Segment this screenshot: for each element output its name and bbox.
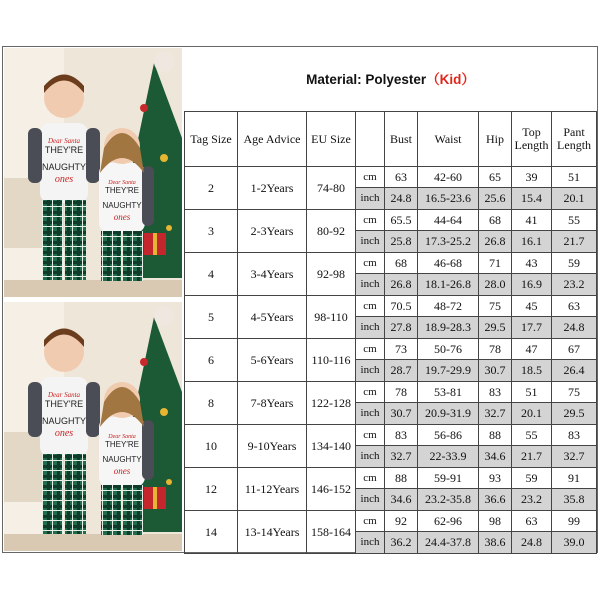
svg-text:THEY'RE: THEY'RE: [44, 399, 84, 409]
bust-cell: 73: [385, 339, 418, 360]
waist-cell: 17.3-25.2: [418, 231, 479, 253]
bust-cell: 70.5: [385, 296, 418, 317]
hip-cell: 28.0: [479, 274, 512, 296]
waist-cell: 24.4-37.8: [418, 532, 479, 554]
eu-size-cell: 146-152: [307, 468, 356, 511]
waist-cell: 50-76: [418, 339, 479, 360]
hip-cell: 68: [479, 210, 512, 231]
product-photo-2: [4, 302, 182, 551]
unit-inch-label: inch: [356, 188, 385, 210]
hip-cell: 78: [479, 339, 512, 360]
svg-text:Dear Santa: Dear Santa: [47, 391, 81, 399]
bust-cell: 78: [385, 382, 418, 403]
pant-length-cell: 67: [552, 339, 597, 360]
age-advice-cell: 11-12Years: [238, 468, 307, 511]
pant-length-cell: 26.4: [552, 360, 597, 382]
top-length-cell: 63: [512, 511, 552, 532]
bust-cell: 26.8: [385, 274, 418, 296]
hip-cell: 26.8: [479, 231, 512, 253]
pant-length-cell: 32.7: [552, 446, 597, 468]
tag-size-cell: 14: [185, 511, 238, 554]
tag-size-cell: 4: [185, 253, 238, 296]
svg-text:NAUGHTY: NAUGHTY: [102, 201, 142, 210]
unit-inch-label: inch: [356, 231, 385, 253]
unit-cm-label: cm: [356, 253, 385, 274]
waist-cell: 62-96: [418, 511, 479, 532]
waist-cell: 44-64: [418, 210, 479, 231]
waist-cell: 23.2-35.8: [418, 489, 479, 511]
size-table-container: [184, 48, 596, 551]
header-top-length: Top Length: [512, 112, 552, 167]
eu-size-cell: 158-164: [307, 511, 356, 554]
top-length-cell: 59: [512, 468, 552, 489]
svg-text:ones: ones: [54, 428, 74, 439]
hip-cell: 36.6: [479, 489, 512, 511]
header-pant-length: Pant Length: [552, 112, 597, 167]
hip-cell: 38.6: [479, 532, 512, 554]
unit-cm-label: cm: [356, 511, 385, 532]
bust-cell: 32.7: [385, 446, 418, 468]
unit-inch-label: inch: [356, 489, 385, 511]
waist-cell: 42-60: [418, 167, 479, 188]
waist-cell: 20.9-31.9: [418, 403, 479, 425]
waist-cell: 19.7-29.9: [418, 360, 479, 382]
unit-cm-label: cm: [356, 167, 385, 188]
svg-text:Dear Santa: Dear Santa: [108, 434, 136, 440]
size-table: [184, 48, 597, 554]
size-row-cm: [185, 468, 597, 489]
bust-cell: 83: [385, 425, 418, 446]
top-length-cell: 24.8: [512, 532, 552, 554]
size-row-cm: [185, 253, 597, 274]
waist-cell: 59-91: [418, 468, 479, 489]
bust-cell: 24.8: [385, 188, 418, 210]
age-advice-cell: 1-2Years: [238, 167, 307, 210]
header-unit: [356, 112, 385, 167]
unit-inch-label: inch: [356, 446, 385, 468]
waist-cell: 46-68: [418, 253, 479, 274]
tag-size-cell: 10: [185, 425, 238, 468]
age-advice-cell: 2-3Years: [238, 210, 307, 253]
bust-cell: 30.7: [385, 403, 418, 425]
product-photos: [4, 48, 182, 551]
size-row-cm: [185, 511, 597, 532]
bust-cell: 88: [385, 468, 418, 489]
hip-cell: 88: [479, 425, 512, 446]
top-length-cell: 51: [512, 382, 552, 403]
pant-length-cell: 75: [552, 382, 597, 403]
hip-cell: 25.6: [479, 188, 512, 210]
svg-text:ones: ones: [113, 466, 131, 476]
tag-size-cell: 12: [185, 468, 238, 511]
bust-cell: 34.6: [385, 489, 418, 511]
bust-cell: 27.8: [385, 317, 418, 339]
waist-cell: 18.1-26.8: [418, 274, 479, 296]
tag-size-cell: 5: [185, 296, 238, 339]
size-row-cm: [185, 425, 597, 446]
svg-text:ones: ones: [54, 174, 74, 185]
top-length-cell: 45: [512, 296, 552, 317]
svg-text:ones: ones: [113, 212, 131, 222]
svg-text:THEY'RE: THEY'RE: [105, 186, 139, 195]
hip-cell: 29.5: [479, 317, 512, 339]
unit-cm-label: cm: [356, 339, 385, 360]
unit-cm-label: cm: [356, 210, 385, 231]
pant-length-cell: 55: [552, 210, 597, 231]
pant-length-cell: 35.8: [552, 489, 597, 511]
hip-cell: 30.7: [479, 360, 512, 382]
waist-cell: 16.5-23.6: [418, 188, 479, 210]
size-row-cm: [185, 210, 597, 231]
product-photo-1: [4, 48, 182, 297]
hip-cell: 83: [479, 382, 512, 403]
age-advice-cell: 5-6Years: [238, 339, 307, 382]
unit-inch-label: inch: [356, 317, 385, 339]
eu-size-cell: 110-116: [307, 339, 356, 382]
tag-size-cell: 3: [185, 210, 238, 253]
pant-length-cell: 51: [552, 167, 597, 188]
unit-inch-label: inch: [356, 274, 385, 296]
top-length-cell: 43: [512, 253, 552, 274]
hip-cell: 98: [479, 511, 512, 532]
waist-cell: 56-86: [418, 425, 479, 446]
eu-size-cell: 134-140: [307, 425, 356, 468]
pant-length-cell: 21.7: [552, 231, 597, 253]
bust-cell: 28.7: [385, 360, 418, 382]
pant-length-cell: 83: [552, 425, 597, 446]
eu-size-cell: 122-128: [307, 382, 356, 425]
pant-length-cell: 29.5: [552, 403, 597, 425]
header-bust: Bust: [385, 112, 418, 167]
header-row: [185, 112, 597, 167]
waist-cell: 18.9-28.3: [418, 317, 479, 339]
svg-text:Dear Santa: Dear Santa: [108, 180, 136, 186]
svg-text:THEY'RE: THEY'RE: [44, 145, 84, 155]
hip-cell: 71: [479, 253, 512, 274]
bust-cell: 25.8: [385, 231, 418, 253]
header-age-advice: Age Advice: [238, 112, 307, 167]
size-row-cm: [185, 382, 597, 403]
waist-cell: 48-72: [418, 296, 479, 317]
unit-inch-label: inch: [356, 532, 385, 554]
title-suffix: （Kid）: [426, 72, 475, 87]
eu-size-cell: 80-92: [307, 210, 356, 253]
top-length-cell: 16.9: [512, 274, 552, 296]
top-length-cell: 55: [512, 425, 552, 446]
hip-cell: 32.7: [479, 403, 512, 425]
size-row-cm: [185, 339, 597, 360]
age-advice-cell: 13-14Years: [238, 511, 307, 554]
unit-cm-label: cm: [356, 382, 385, 403]
svg-text:NAUGHTY: NAUGHTY: [102, 455, 142, 464]
age-advice-cell: 4-5Years: [238, 296, 307, 339]
svg-text:NAUGHTY: NAUGHTY: [41, 416, 87, 426]
top-length-cell: 21.7: [512, 446, 552, 468]
pant-length-cell: 59: [552, 253, 597, 274]
header-eu-size: EU Size: [307, 112, 356, 167]
age-advice-cell: 7-8Years: [238, 382, 307, 425]
bust-cell: 65.5: [385, 210, 418, 231]
pant-length-cell: 23.2: [552, 274, 597, 296]
top-length-cell: 23.2: [512, 489, 552, 511]
title-prefix: Material: Polyester: [306, 72, 427, 87]
pant-length-cell: 24.8: [552, 317, 597, 339]
svg-text:NAUGHTY: NAUGHTY: [41, 162, 87, 172]
top-length-cell: 39: [512, 167, 552, 188]
title-row: [185, 48, 597, 112]
size-row-cm: [185, 167, 597, 188]
unit-cm-label: cm: [356, 296, 385, 317]
unit-inch-label: inch: [356, 360, 385, 382]
eu-size-cell: 74-80: [307, 167, 356, 210]
hip-cell: 75: [479, 296, 512, 317]
size-chart-frame: [2, 46, 598, 553]
pant-length-cell: 63: [552, 296, 597, 317]
age-advice-cell: 9-10Years: [238, 425, 307, 468]
svg-text:THEY'RE: THEY'RE: [105, 440, 139, 449]
bust-cell: 36.2: [385, 532, 418, 554]
eu-size-cell: 98-110: [307, 296, 356, 339]
bust-cell: 63: [385, 167, 418, 188]
top-length-cell: 17.7: [512, 317, 552, 339]
header-hip: Hip: [479, 112, 512, 167]
tag-size-cell: 6: [185, 339, 238, 382]
hip-cell: 65: [479, 167, 512, 188]
waist-cell: 22-33.9: [418, 446, 479, 468]
tag-size-cell: 2: [185, 167, 238, 210]
header-waist: Waist: [418, 112, 479, 167]
pant-length-cell: 39.0: [552, 532, 597, 554]
header-tag-size: Tag Size: [185, 112, 238, 167]
top-length-cell: 15.4: [512, 188, 552, 210]
waist-cell: 53-81: [418, 382, 479, 403]
hip-cell: 34.6: [479, 446, 512, 468]
table-title: [185, 48, 597, 112]
unit-inch-label: inch: [356, 403, 385, 425]
pant-length-cell: 20.1: [552, 188, 597, 210]
top-length-cell: 16.1: [512, 231, 552, 253]
top-length-cell: 47: [512, 339, 552, 360]
size-row-cm: [185, 296, 597, 317]
top-length-cell: 20.1: [512, 403, 552, 425]
pant-length-cell: 91: [552, 468, 597, 489]
hip-cell: 93: [479, 468, 512, 489]
unit-cm-label: cm: [356, 425, 385, 446]
bust-cell: 92: [385, 511, 418, 532]
age-advice-cell: 3-4Years: [238, 253, 307, 296]
svg-text:Dear Santa: Dear Santa: [47, 137, 81, 145]
pant-length-cell: 99: [552, 511, 597, 532]
top-length-cell: 41: [512, 210, 552, 231]
tag-size-cell: 8: [185, 382, 238, 425]
bust-cell: 68: [385, 253, 418, 274]
eu-size-cell: 92-98: [307, 253, 356, 296]
unit-cm-label: cm: [356, 468, 385, 489]
top-length-cell: 18.5: [512, 360, 552, 382]
